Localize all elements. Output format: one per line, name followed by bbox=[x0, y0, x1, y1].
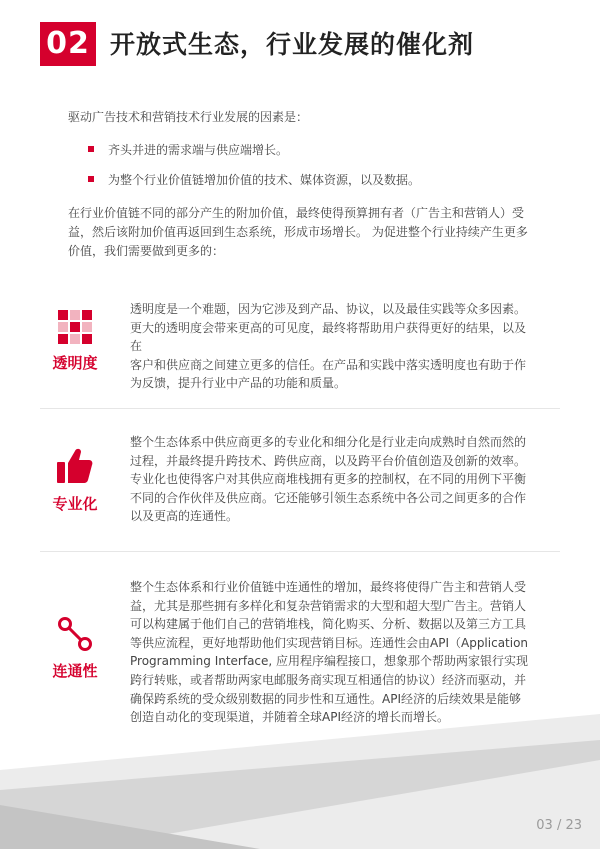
list-item: 齐头并进的需求端与供应端增长。 bbox=[88, 142, 420, 172]
page-title: 开放式生态，行业发展的催化剂 bbox=[110, 30, 475, 59]
section-label: 透明度 bbox=[52, 354, 98, 372]
text-line: Programming Interface, 应用程序编程接口，想象那个帮助两家银行实现 bbox=[130, 654, 529, 669]
section-icon-box bbox=[40, 310, 110, 373]
text-line: 客户和供应商之间建立更多的信任。在产品和实践中落实透明度也有助于作 bbox=[130, 357, 527, 372]
text-line: 以及更高的连通性。 bbox=[130, 509, 239, 524]
section-label: 连通性 bbox=[52, 662, 98, 680]
body-paragraph bbox=[68, 204, 538, 261]
divider bbox=[40, 408, 560, 409]
text-line: 等供应流程，更好地帮助他们实现营销目标。连通性会由API（Application bbox=[130, 635, 529, 650]
paragraph-line: 益，然后该附加价值再返回到生态系统，形成市场增长。 为促进整个行业持续产生更多 bbox=[68, 225, 528, 239]
section-text bbox=[130, 433, 535, 526]
text-line: 不同的合作伙伴及供应商。它还能够引领生态系统中各公司之间更多的合作 bbox=[130, 490, 527, 505]
text-line: 确保跨系统的受众级别数据的同步性和互通性。API经济的后续效果是能够 bbox=[130, 691, 521, 706]
text-line: 可以构建属于他们自己的营销堆栈，简化购买、分析、数据以及第三方工具 bbox=[130, 617, 527, 632]
section-label: 专业化 bbox=[52, 495, 98, 513]
page-number: 03 / 23 bbox=[536, 818, 582, 833]
section-icon-box bbox=[40, 616, 110, 681]
text-line: 创造自动化的变现渠道，并随着全球API经济的增长而增长。 bbox=[130, 710, 449, 725]
text-line: 专业化也使得客户对其供应商堆栈拥有更多的控制权，在不同的用例下平衡 bbox=[130, 472, 527, 487]
thumbs-up-icon bbox=[57, 447, 93, 485]
driver-list bbox=[88, 142, 420, 202]
intro-text: 驱动广告技术和营销技术行业发展的因素是： bbox=[68, 110, 309, 124]
section-icon-box bbox=[40, 447, 110, 514]
paragraph-line: 价值，我们需要做到更多的： bbox=[68, 244, 225, 258]
link-nodes-icon bbox=[57, 616, 93, 652]
text-line: 整个生态体系中供应商更多的专业化和细分化是行业走向成熟时自然而然的 bbox=[130, 435, 527, 449]
text-line: 更大的透明度会带来更高的可见度，最终将帮助用户获得更好的结果，以及在 bbox=[130, 320, 527, 354]
text-line: 整个生态体系和行业价值链中连通性的增加，最终将使得广告主和营销人受 bbox=[130, 580, 527, 594]
section-number-badge: 02 bbox=[40, 22, 96, 66]
text-line: 益，尤其是那些拥有多样化和复杂营销需求的大型和超大型广告主。营销人 bbox=[130, 598, 527, 613]
divider bbox=[40, 551, 560, 552]
section-text bbox=[130, 578, 535, 727]
section-text bbox=[130, 300, 535, 393]
checker-grid-icon bbox=[58, 310, 92, 344]
text-line: 跨行转账，或者帮助两家电邮服务商实现互相通信的协议）经济而驱动，并 bbox=[130, 672, 527, 687]
text-line: 为反馈，提升行业中产品的功能和质量。 bbox=[130, 376, 347, 391]
text-line: 过程，并最终提升跨技术、跨供应商，以及跨平台价值创造及创新的效率。 bbox=[130, 453, 527, 468]
list-item: 为整个行业价值链增加价值的技术、媒体资源，以及数据。 bbox=[88, 172, 420, 202]
paragraph-line: 在行业价值链不同的部分产生的附加价值，最终使得预算拥有者（广告主和营销人）受 bbox=[68, 206, 525, 220]
text-line: 透明度是一个难题，因为它涉及到产品、协议，以及最佳实践等众多因素。 bbox=[130, 302, 527, 316]
